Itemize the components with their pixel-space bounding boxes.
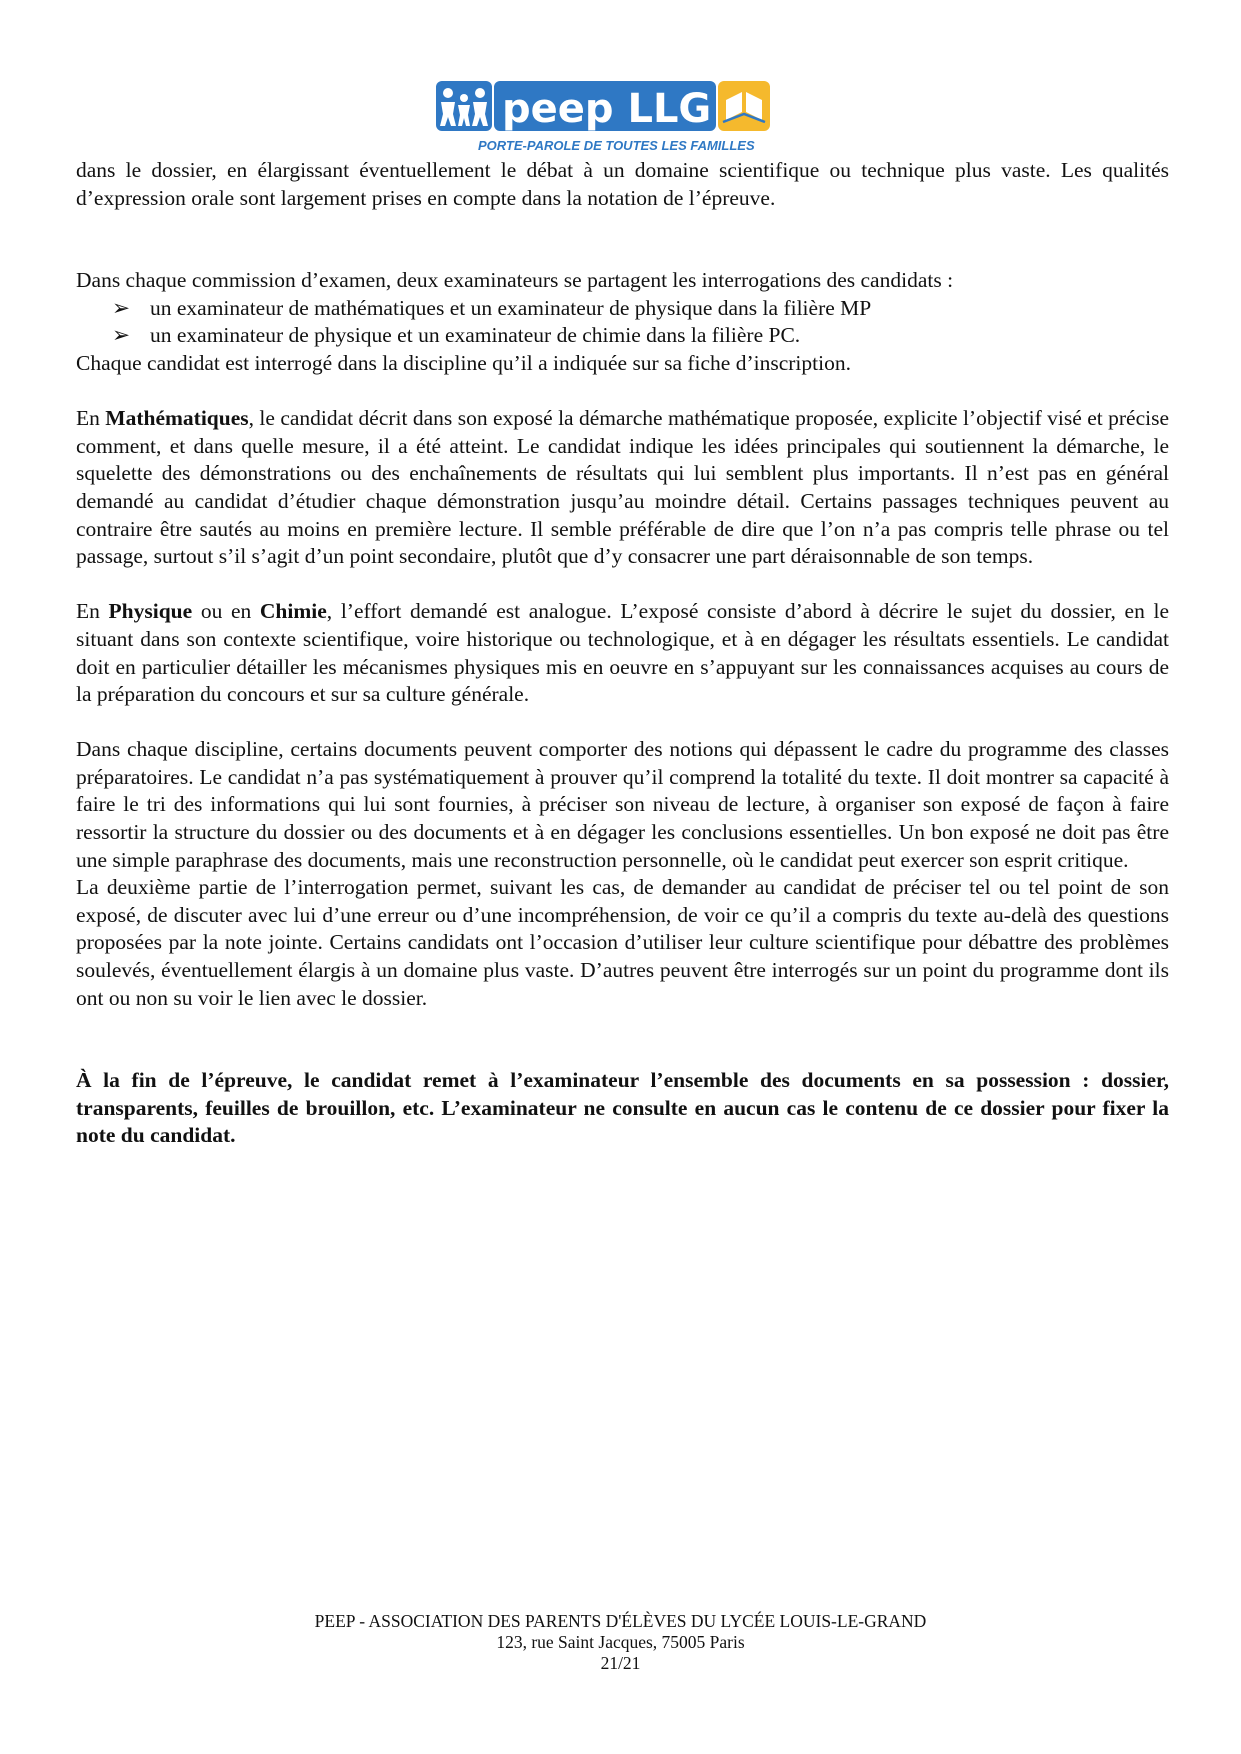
physics-chemistry-paragraph: En Physique ou en Chimie, l’effort demandé est analogue. L’exposé consiste d’abord à décrire le sujet du dossier, en le situant dans son contexte scientifique, voire historique ou technologique, et à en dégager les résultats essentiels. Le candidat doit en particulier détailler les mécanismes physiques mis en oeuvre en s’appuyant sur les connaissances acquises au cours de la préparation du concours et sur sa culture générale.: [76, 599, 1170, 707]
discipline-paragraph: Dans chaque discipline, certains documents peuvent comporter des notions qui dépassent le cadre du programme des classes préparatoires. Le candidat n’a pas systématiquement à prouver qu’il comprend la totalité du texte. Il doit montrer sa capacité à faire le tri des informations qui lui sont fournies, à préciser son niveau de lecture, à organiser son exposé de façon à faire ressortir la structure du dossier ou des documents et à en dégager les conclusions essentielles. Un bon exposé ne doit pas être une simple paraphrase des documents, mais une reconstruction personnelle, où le candidat peut exercer son esprit critique.: [76, 737, 1169, 872]
footer-address: 123, rue Saint Jacques, 75005 Paris: [496, 1632, 745, 1652]
page-footer: [0, 1611, 1241, 1674]
final-instructions-paragraph: À la fin de l’épreuve, le candidat remet à l’examinateur l’ensemble des documents en sa possession : dossier, transparents, feuilles de brouillon, etc. L’examinateur ne consulte en aucun cas le contenu de ce dossier pour fixer la note du candidat.: [76, 1068, 1169, 1148]
list-item: ➢ un examinateur de physique et un examinateur de chimie dans la filière PC.: [76, 322, 1169, 350]
logo-wordmark: peep LLG: [502, 86, 712, 132]
footer-association: PEEP - ASSOCIATION DES PARENTS D'ÉLÈVES DU LYCÉE LOUIS-LE-GRAND: [314, 1611, 927, 1631]
commission-paragraph: Dans chaque commission d’examen, deux examinateurs se partagent les interrogations des candidats :: [76, 268, 954, 293]
candidate-paragraph: Chaque candidat est interrogé dans la discipline qu’il a indiquée sur sa fiche d’inscription.: [76, 350, 851, 375]
second-part-paragraph: La deuxième partie de l’interrogation permet, suivant les cas, de demander au candidat de préciser tel ou tel point de son exposé, de discuter avec lui d’une erreur ou d’une incompréhension, de voir ce qu’il a compris du texte au-delà des questions proposées par la note jointe. Certains candidats ont l’occasion d’utiliser leur culture scientifique pour débattre des problèmes soulevés, éventuellement élargis à un domaine plus vaste. D’autres peuvent être interrogés sur un point du programme dont ils ont ou non su voir le lien avec le dossier.: [76, 875, 1169, 1010]
document-body: [76, 157, 1169, 1150]
page-number: 21/21: [600, 1653, 641, 1673]
list-item: ➢ un examinateur de mathématiques et un examinateur de physique dans la filière MP: [76, 295, 1169, 323]
arrow-bullet-icon: ➢: [112, 323, 131, 348]
mathematics-paragraph: En Mathématiques, le candidat décrit dans son exposé la démarche mathématique proposée, explicite l’objectif visé et précise comment, et dans quelle mesure, il a été atteint. Le candidat indique les idées principales qui soutiennent la démarche, le squelette des démonstrations ou des enchaînements de résultats qui lui semblent plus importants. Il n’est pas en général demandé au candidat d’étudier chaque démonstration jusqu’au moindre détail. Certains passages techniques peuvent au contraire être sautés au moins en première lecture. Il semble préférable de dire que l’on n’a pas compris telle phrase ou tel passage, surtout s’il s’agit d’un point secondaire, plutôt que d’y consacrer une part déraisonnable de son temps.: [76, 406, 1169, 569]
peep-llg-logo: [436, 78, 808, 156]
intro-paragraph: dans le dossier, en élargissant éventuellement le débat à un domaine scientifique ou technique plus vaste. Les qualités d’expression orale sont largement prises en compte dans la notation de l’épreuve.: [76, 158, 1169, 210]
examiner-list: [76, 295, 1169, 350]
logo-tagline: PORTE-PAROLE DE TOUTES LES FAMILLES: [478, 138, 755, 153]
arrow-bullet-icon: ➢: [112, 295, 131, 320]
